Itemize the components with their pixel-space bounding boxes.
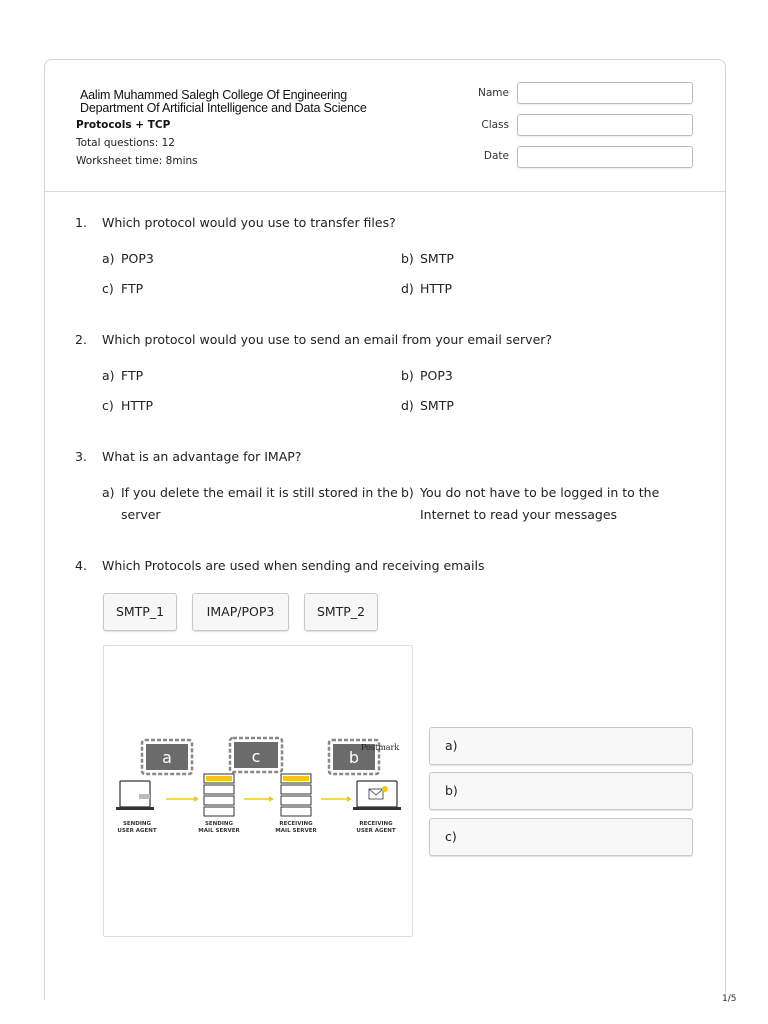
option-text-line-1: You do not have to be logged in to the [420, 485, 660, 500]
drop-zone-label: b) [445, 783, 458, 798]
drop-zone-b[interactable] [429, 772, 693, 810]
drag-chip-smtp-2[interactable]: SMTP_2 [304, 593, 378, 631]
option-letter: d) [401, 398, 414, 413]
option-letter: b) [401, 485, 414, 500]
question-number: 4. [75, 558, 87, 573]
option-text: SMTP [420, 251, 454, 266]
laptop-envelope-icon [353, 781, 401, 810]
question-number: 3. [75, 449, 87, 464]
placeholder-box-a [142, 740, 192, 774]
date-label: Date [483, 150, 509, 162]
question-3 [75, 449, 301, 464]
class-field[interactable] [517, 114, 693, 136]
caption-receiving-mail-server-2: MAIL SERVER [275, 828, 317, 834]
option-letter: a) [102, 251, 115, 266]
q2-option-c[interactable] [102, 395, 153, 417]
drag-chip-imap-pop3[interactable]: IMAP/POP3 [192, 593, 289, 631]
caption-sending-mail-server-1: SENDING [204, 821, 234, 827]
caption-receiving-user-agent-1: RECEIVING [359, 821, 393, 827]
caption-sending-mail-server-2: MAIL SERVER [198, 828, 240, 834]
option-text: FTP [121, 368, 144, 383]
worksheet-time: Worksheet time: 8mins [76, 155, 198, 167]
q1-option-b[interactable] [401, 248, 454, 270]
option-letter: b) [401, 368, 414, 383]
arrow-icon [166, 796, 199, 802]
diagram-svg [104, 646, 412, 936]
option-text-line-1: If you delete the email it is still stored in the [121, 485, 398, 500]
option-letter: a) [102, 368, 115, 383]
option-text: SMTP [420, 398, 454, 413]
box-label-b: b [348, 748, 360, 767]
server-icon [281, 774, 311, 816]
laptop-icon [116, 781, 154, 810]
college-name [80, 89, 367, 115]
question-text: Which Protocols are used when sending and receiving emails [102, 558, 485, 573]
class-label: Class [481, 119, 509, 131]
option-letter: d) [401, 281, 414, 296]
option-text: HTTP [420, 281, 452, 296]
server-icon [204, 774, 234, 816]
q2-option-b[interactable] [401, 365, 453, 387]
date-field[interactable] [517, 146, 693, 168]
college-line-2: Department Of Artificial Intelligence and Data Science [80, 101, 367, 115]
name-field[interactable] [517, 82, 693, 104]
page-number: 1/5 [722, 994, 737, 1004]
name-label: Name [478, 87, 509, 99]
option-letter: c) [102, 281, 114, 296]
option-text: HTTP [121, 398, 153, 413]
option-letter: a) [102, 485, 115, 500]
box-label-c: c [251, 747, 261, 766]
question-number: 2. [75, 332, 87, 347]
caption-receiving-mail-server-1: RECEIVING [279, 821, 313, 827]
q3-option-a[interactable] [102, 482, 398, 526]
arrow-icon [321, 796, 352, 802]
college-line-1: Aalim Muhammed Salegh College Of Engineering [80, 88, 348, 102]
option-text: POP3 [420, 368, 453, 383]
arrow-icon [244, 796, 274, 802]
option-letter: b) [401, 251, 414, 266]
question-1 [75, 215, 396, 230]
question-number: 1. [75, 215, 87, 230]
postmark-watermark: Postmark [361, 743, 400, 752]
option-text: POP3 [121, 251, 154, 266]
drop-zone-a[interactable] [429, 727, 693, 765]
q2-option-a[interactable] [102, 365, 143, 387]
placeholder-box-c [230, 738, 282, 772]
drop-zone-label: c) [445, 829, 457, 844]
q1-option-d[interactable] [401, 278, 452, 300]
caption-sending-user-agent-2: USER AGENT [117, 828, 157, 834]
total-questions: Total questions: 12 [76, 137, 175, 149]
q2-option-d[interactable] [401, 395, 454, 417]
question-4 [75, 558, 484, 573]
q3-option-b[interactable] [401, 482, 659, 526]
worksheet-header [45, 60, 725, 192]
q1-option-c[interactable] [102, 278, 143, 300]
email-flow-diagram [103, 645, 413, 937]
question-2 [75, 332, 552, 347]
option-text: FTP [121, 281, 144, 296]
caption-receiving-user-agent-2: USER AGENT [356, 828, 396, 834]
box-label-a: a [162, 748, 172, 767]
option-letter: c) [102, 398, 114, 413]
question-text: What is an advantage for IMAP? [102, 449, 302, 464]
caption-sending-user-agent-1: SENDING [122, 821, 152, 827]
q1-option-a[interactable] [102, 248, 154, 270]
question-text: Which protocol would you use to send an email from your email server? [102, 332, 553, 347]
question-text: Which protocol would you use to transfer files? [102, 215, 396, 230]
drop-zone-c[interactable] [429, 818, 693, 856]
option-text-line-2: server [121, 507, 161, 522]
worksheet-title: Protocols + TCP [76, 119, 171, 131]
drop-zone-label: a) [445, 738, 458, 753]
option-text-line-2: Internet to read your messages [420, 507, 618, 522]
drag-chip-smtp-1[interactable]: SMTP_1 [103, 593, 177, 631]
